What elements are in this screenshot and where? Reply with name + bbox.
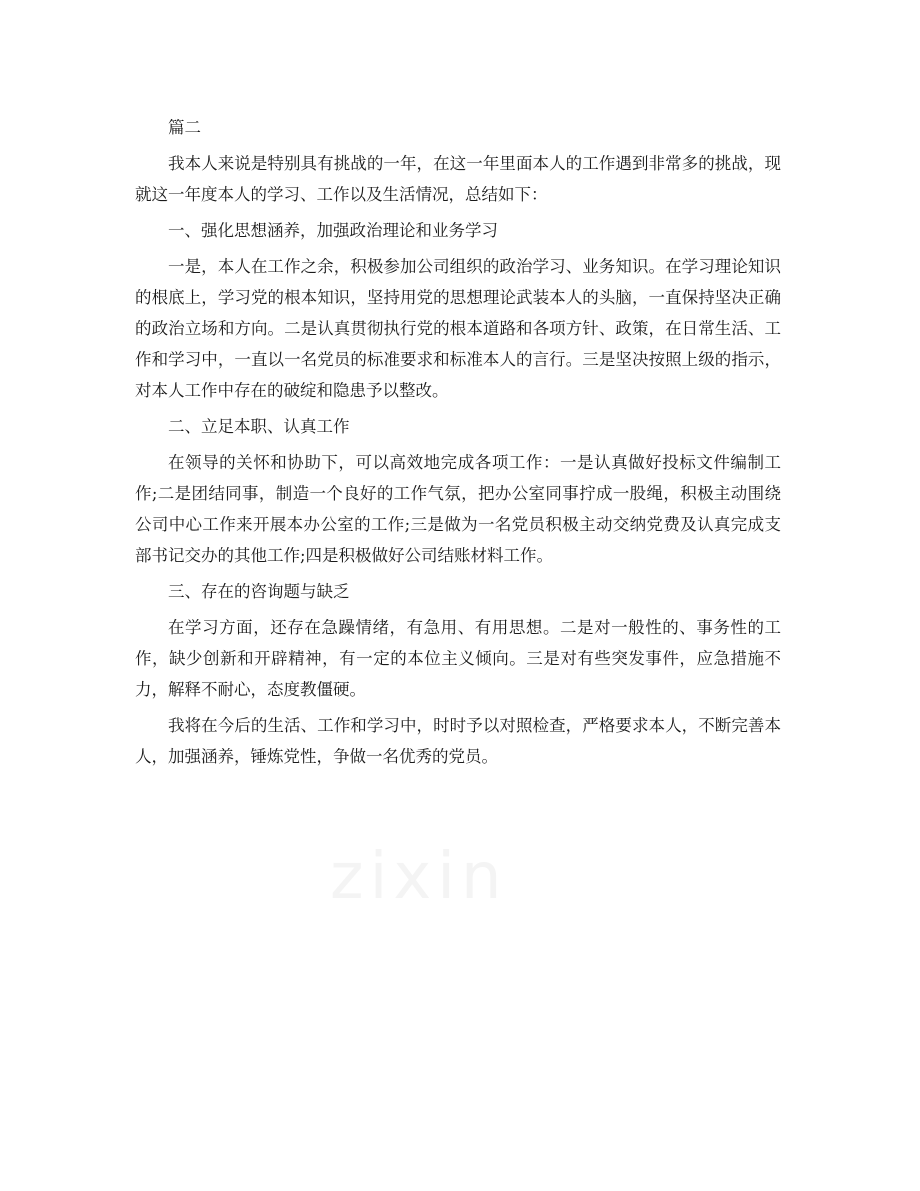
document-body [135, 112, 781, 777]
heading-two: 二、立足本职、认真工作 [168, 417, 350, 436]
closing-paragraph: 我将在今后的生活、工作和学习中，时时予以对照检查，严格要求本人，不断完善本人，加强涵养，锤炼党性，争做一名优秀的党员。 [135, 716, 781, 766]
paragraph-three: 在学习方面，还存在急躁情绪，有急用、有用思想。二是对一般性的、事务性的工作，缺少创新和开辟精神，有一定的本位主义倾向。三是对有些突发事件，应急措施不力，解释不耐心，态度教僵硬。 [135, 618, 781, 699]
paragraph-two: 在领导的关怀和协助下，可以高效地完成各项工作：一是认真做好投标文件编制工作;二是团结同事，制造一个良好的工作气氛，把办公室同事拧成一股绳，积极主动围绕公司中心工作来开展本办公室的工作;三是做为一名党员积极主动交纳党费及认真完成支部书记交办的其他工作;四是积极做好公司结账材料工作。 [135, 453, 781, 565]
section-title: 篇二 [168, 118, 201, 137]
heading-three: 三、存在的咨询题与缺乏 [168, 582, 350, 601]
watermark-logo: zixin [330, 840, 508, 914]
paragraph-one: 一是，本人在工作之余，积极参加公司组织的政治学习、业务知识。在学习理论知识的根底上，学习党的根本知识，坚持用党的思想理论武装本人的头脑，一直保持坚决正确的政治立场和方向。二是认真贯彻执行党的根本道路和各项方针、政策，在日常生活、工作和学习中，一直以一名党员的标准要求和标准本人的言行。三是坚决按照上级的指示，对本人工作中存在的破绽和隐患予以整改。 [135, 257, 781, 400]
intro-paragraph: 我本人来说是特别具有挑战的一年，在这一年里面本人的工作遇到非常多的挑战，现就这一年度本人的学习、工作以及生活情况，总结如下： [135, 154, 781, 204]
heading-one: 一、强化思想涵养，加强政治理论和业务学习 [168, 221, 498, 240]
